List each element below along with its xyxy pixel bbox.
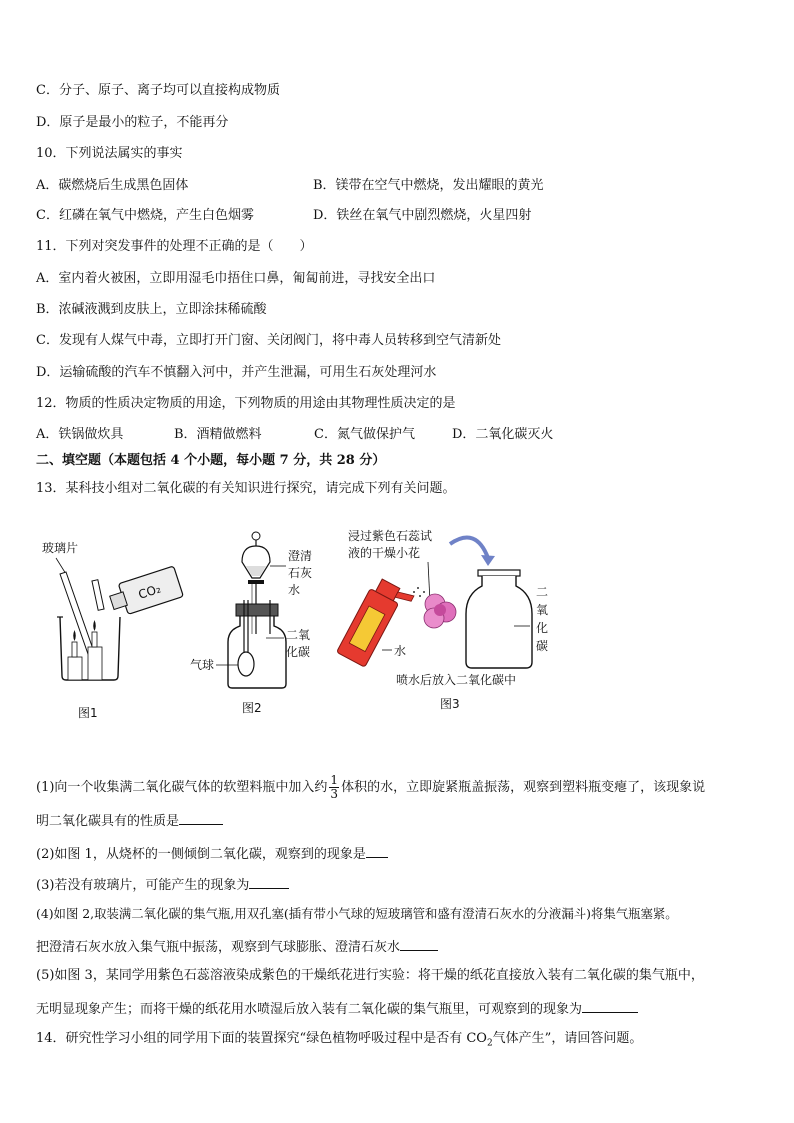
q13-part1-line1: (1)向一个收集满二氧化碳气体的软塑料瓶中加入约 $\frac{1}{3}$ 体积的水，立即旋紧瓶盖振荡，观察到塑料瓶变瘪了，该现象说 [36, 773, 706, 801]
q13-stem: 13．某科技小组对二氧化碳的有关知识进行探究，请完成下列有关问题。 [36, 481, 456, 496]
q13-part3: (3)若没有玻璃片，可能产生的现象为 [36, 874, 289, 895]
q14-stem: 14．研究性学习小组的同学用下面的装置探究“绿色植物呼吸过程中是否有 $CO_2$气体产生”，请回答问题。 [36, 1031, 643, 1049]
q10-option-b: B．镁带在空气中燃烧，发出耀眼的黄光 [313, 178, 544, 193]
arrow-icon [450, 538, 488, 558]
answer-blank-1[interactable] [179, 810, 223, 825]
fig3-co2-4: 碳 [536, 639, 549, 653]
q9-option-c: C．分子、原子、离子均可以直接构成物质 [36, 83, 280, 98]
q12-option-d: D．二氧化碳灭火 [452, 427, 554, 442]
answer-blank-5[interactable] [582, 998, 638, 1013]
q10-option-a: A．碳燃烧后生成黑色固体 [36, 178, 189, 193]
stopper-icon [236, 604, 278, 616]
gas-jar-icon [466, 570, 532, 668]
fig2-caption: 图2 [242, 701, 262, 715]
figure-3 [337, 528, 548, 711]
q10-option-d: D．铁丝在氧气中剧烈燃烧，火星四射 [313, 208, 532, 223]
fig3-co2-3: 化 [536, 621, 549, 635]
candle-low-icon [72, 642, 77, 657]
fig1-glass-label: 玻璃片 [42, 541, 79, 555]
q12-option-c: C．氮气做保护气 [314, 427, 415, 442]
q12-options [36, 426, 756, 444]
gas-bottle-icon [228, 616, 286, 688]
q11-option-a: A．室内着火被困，立即用湿毛巾捂住口鼻，匍匐前进，寻找安全出口 [36, 271, 436, 286]
q11-option-b: B．浓碱液溅到皮肤上，立即涂抹稀硫酸 [36, 302, 267, 317]
q13-part5-line2: 无明显现象产生；而将干燥的纸花用水喷湿后放入装有二氧化碳的集气瓶里，可观察到的现象为 [36, 998, 638, 1019]
q10-stem: 10．下列说法属实的事实 [36, 146, 183, 161]
fig3-flower-1: 浸过紫色石蕊试 [348, 529, 433, 543]
q13-figure [30, 522, 590, 722]
fig1-co2-label: CO₂ [136, 581, 163, 602]
section-title: 二、填空题（本题包括 4 个小题，每小题 7 分，共 28 分） [36, 453, 386, 468]
figure-2 [190, 532, 312, 715]
q12-stem: 12．物质的性质决定物质的用途，下列物质的用途由其物理性质决定的是 [36, 396, 456, 411]
q11-option-d: D．运输硫酸的汽车不慎翻入河中，并产生泄漏，可用生石灰处理河水 [36, 365, 437, 380]
q13-part1-line2: 明二氧化碳具有的性质是 [36, 810, 223, 831]
fig3-note: 喷水后放入二氧化碳中 [396, 673, 517, 687]
q13-part4-line1: (4)如图 2,取装满二氧化碳的集气瓶,用双孔塞(插有带小气球的短玻璃管和盛有澄清石灰水的分液漏斗)将集气瓶塞紧。 [36, 906, 678, 921]
fig3-co2-1: 二 [536, 585, 549, 599]
figure-1 [42, 540, 183, 720]
answer-blank-3[interactable] [249, 874, 289, 889]
balloon-icon [238, 652, 254, 676]
fig3-water-label: 水 [394, 644, 407, 658]
q12-option-b: B．酒精做燃料 [174, 427, 262, 442]
candle-high-icon [92, 632, 97, 647]
q10-row-cd [36, 207, 756, 225]
q13-part4-line2: 把澄清石灰水放入集气瓶中振荡，观察到气球膨胀、澄清石灰水 [36, 936, 438, 957]
q10-option-c: C．红磷在氧气中燃烧，产生白色烟雾 [36, 208, 254, 223]
flower-icon [424, 594, 456, 628]
fig1-caption: 图1 [78, 706, 98, 720]
fig2-lime-2: 石灰 [288, 566, 313, 580]
q11-stem: 11．下列对突发事件的处理不正确的是（ ） [36, 239, 313, 254]
fig2-co2-2: 化碳 [286, 645, 311, 659]
fraction-one-third: $\frac{1}{3}$ [330, 773, 339, 801]
answer-blank-2[interactable] [366, 843, 388, 858]
co2-bottle-icon [107, 566, 183, 618]
fig3-caption: 图3 [440, 697, 460, 711]
q13-part5-line1: (5)如图 3，某同学用紫色石蕊溶液染成紫色的干燥纸花进行实验：将干燥的纸花直接放入装有二氧化碳的集气瓶中， [36, 968, 704, 983]
q10-row-ab [36, 177, 756, 195]
answer-blank-4[interactable] [400, 936, 438, 951]
fig3-co2-2: 氧 [536, 603, 549, 617]
fig2-lime-1: 澄清 [288, 549, 313, 563]
fig2-lime-3: 水 [288, 583, 301, 597]
fig2-co2-1: 二氧 [286, 628, 311, 642]
q12-option-a: A．铁锅做炊具 [36, 427, 124, 442]
q11-option-c: C．发现有人煤气中毒，立即打开门窗、关闭阀门，将中毒人员转移到空气清新处 [36, 333, 501, 348]
fig2-balloon-label: 气球 [190, 658, 215, 672]
q9-option-d: D．原子是最小的粒子，不能再分 [36, 115, 229, 130]
fig3-flower-2: 液的干燥小花 [348, 546, 421, 560]
q13-part2: (2)如图 1，从烧杯的一侧倾倒二氧化碳，观察到的现象是 [36, 843, 388, 864]
